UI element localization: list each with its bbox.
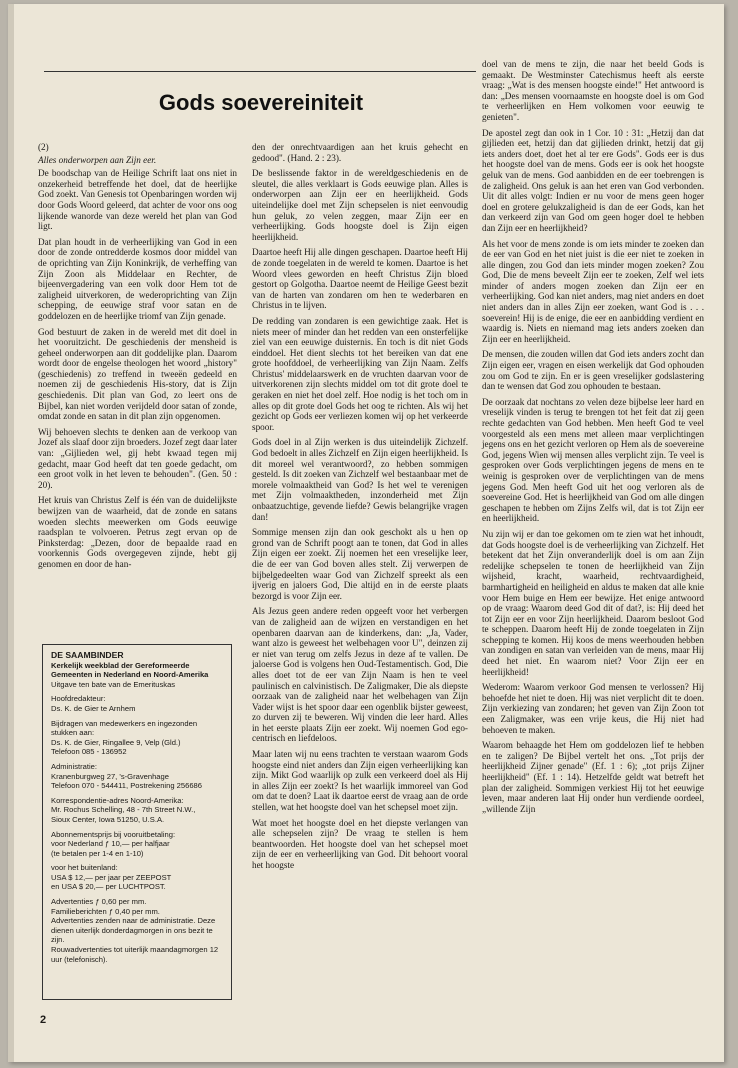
newspaper-page xyxy=(8,4,724,1062)
ads-price: Advertenties ƒ 0,60 per mm. xyxy=(51,897,147,907)
paragraph: De redding van zondaren is een gewichtige zaak. Het is niets meer of minder dan het redden van een onsterfelijke ziel van een eeuwige duisternis. En toch is dit niet Gods einddoel. Het dient slechts tot het bereiken van dat ene grote hoofddoel, de verheerlijking van Zijn Naam. Zelfs Christus' middelaarswerk en de vruchten daarvan voor de uitverkorenen zijn slechts middel om tot dit grote doel te geraken en niet het doel zelf. Hoe nodig is het toch om in alles op dit grote doel Gods het oog te richten. Als wij het gezicht op Gods eer verliezen komen wij op het verkeerde spoor. xyxy=(252,315,468,432)
paragraph: Het kruis van Christus Zelf is één van de duidelijkste bewijzen van de waarheid, dat de zonde en satans woeden slechts meewerken om Gods eeuwige raadsplan te volvoeren. Petrus zegt ervan op de Pinksterdag: „Dezen, door de bepaalde raad en voorkennis Gods overgegeven zijnde, hebt gij genomen en door de han- xyxy=(38,495,237,569)
column-2 xyxy=(252,142,468,876)
subscription-nl: voor Nederland ƒ 10,— per halfjaar xyxy=(51,839,170,849)
paragraph: Dat plan houdt in de verheerlijking van God in een door de zonde ontredderde kosmos door middel van de oprichting van Zijn Koninkrijk, de verheffing van Zijn Zoon als Middelaar en Rechter, de bijeenvergadering van een volk door Hem tot de zaligheid uitverkoren, de wederoprichting van Zijn schepping, de eeuwige straf voor satan en de goddelozen en de heerlijke triomf van Zijn genade. xyxy=(38,236,237,321)
colophon-tagline: Kerkelijk weekblad der Gereformeerde Gemeenten in Nederland en Noord-Amerika xyxy=(51,660,209,680)
paragraph: Wederom: Waarom verkoor God mensen te verlossen? Hij behoefde het niet te doen. Hij was niet verplicht dit te doen. Zijn verkiezing van zondaren; het geven van Zijn Zoon tot een Zaligmaker, was een vrije keus, die Hij niet had behoeven te maken. xyxy=(482,682,704,735)
section-subtitle: Alles onderworpen aan Zijn eer. xyxy=(38,154,157,165)
paragraph: Gods doel in al Zijn werken is dus uiteindelijk Zichzelf. God bedoelt in alles Zichzelf en Zijn eigen heerlijkheid. Is dit moreel wel verantwoord?, zo hebben sommigen gesteld. Is dit zoeken van Zichzelf wel bestaanbaar met de morele volmaaktheid van God? Is het wel te verenigen met Zijn volmaaktheden, inzonderheid met Zijn onbaatzuchtige, gevende liefde? Gewis belangrijke vragen dan! xyxy=(252,437,468,522)
page-number: 2 xyxy=(40,1014,47,1026)
paragraph: doel van de mens te zijn, die naar het beeld Gods is gemaakt. De Westminster Catechismus heeft als eerste vraag: „Wat is des mensen hoogste einde!" Het antwoord is dan: „Des mensen voornaamste en hoogste doel is om God te verheerlijken en Hem volkomen voor eeuwig te genieten". xyxy=(482,59,704,122)
subscription-usa-sea: USA $ 12,— per jaar per ZEEPOST xyxy=(51,872,172,882)
contrib-address: Ds. K. de Gier, Ringallee 9, Velp (Gld.) xyxy=(51,737,181,747)
colophon-name: DE SAAMBINDER xyxy=(51,650,124,660)
paragraph: God bestuurt de zaken in de wereld met dit doel in het vooruitzicht. De geschiedenis der mensheid is geheel onderworpen aan dit goddelijke plan. Daarom wordt door de engelse theologen het woord „history" (geschiedenis) zo treffend in tweeën gedeeld en noemen zij de geschiedenis His-story, dat is Zijn geschiedenis. Dit plan van God, zo leert ons de Bijbel, kan niet worden verijdeld door satan of zonde, omdat zonde en satan in dit plan zijn opgenomen. xyxy=(38,326,237,422)
paragraph: Waarom behaagde het Hem om goddelozen lief te hebben en te zaligen? De Bijbel vertelt het ons. „Tot prijs der heerlijkheid Zijner genade" (Ef. 1 : 6); „tot prijs Zijner heerlijkheid" (Ef. 1 : 14). Hetzelfde geldt wat betreft het plan der zaligheid. Sommigen verkiest Hij tot het eeuwige leven, maar anderen laat Hij onder hun verdiende oordeel, „willende Zijn xyxy=(482,740,704,814)
na-label: Korrespondentie-adres Noord-Amerika: xyxy=(51,795,184,805)
admin-address: Kranenburgweg 27, 's-Gravenhage xyxy=(51,771,169,781)
paragraph: Nu zijn wij er dan toe gekomen om te zien wat het inhoudt, dat Gods hoogste doel is de verheerlijking van Zichzelf. Het betekent dat het Zijn onveranderlijk doel is om aan Zijn redelijke schepselen te tonen de heerlijkheid van Zijn wijsheid, kracht, waarheid, rechtvaardigheid, barmhartigheid en heiligheid en aldus te maken dat alle knie voor Hem buige en Hem eer bewijze. Het enige antwoord op de vraag: Waarom deed God dit of dat?, is: Hij deed het tot Zijn eer en voor Zijn heerlijkheid. Daarom besloot God te scheppen. Daarom heeft Hij de zonde toegelaten in Zijn schepping te komen. Hij koos de mens weerhouden hebben van zondigen en satan van verleiden van de mens, maar Hij deed het niet. En waarom niet? Voor Zijn eer en heerlijkheid! xyxy=(482,528,704,677)
colophon-box xyxy=(42,644,232,1000)
editor: Ds. K. de Gier te Arnhem xyxy=(51,703,136,713)
admin-phone: Telefoon 070 - 544411, Postrekening 256686 xyxy=(51,781,203,791)
family-price: Familieberichten ƒ 0,40 per mm. xyxy=(51,906,160,916)
editor-label: Hoofdredakteur: xyxy=(51,694,106,704)
subscription-label: Abonnementsprijs bij vooruitbetaling: xyxy=(51,829,176,839)
column-1 xyxy=(38,142,237,575)
article-title: Gods soevereiniteit xyxy=(158,90,364,115)
admin-label: Administratie: xyxy=(51,761,98,771)
na-address-1: Mr. Rochus Schelling, 48 - 7th Street N.W., xyxy=(51,805,196,815)
title-rule xyxy=(44,71,476,72)
paragraph: De mensen, die zouden willen dat God iets anders zocht dan Zijn eigen eer, vragen en eisen werkelijk dat God ophouden zou om God te zijn. En er is geen vreselijker godslastering dan te wensen dat God zou ophouden te bestaan. xyxy=(482,349,704,392)
paragraph: De boodschap van de Heilige Schrift laat ons niet in onzekerheid betreffende het doel, dat de heerlijke God zoekt. Van Genesis tot Openbaringen worden wij door Gods Woord geleerd, dat achter de voor ons oog lijkende wanorde van deze wereld het plan van God ligt. xyxy=(38,168,237,232)
paragraph: Wat moet het hoogste doel en het diepste verlangen van alle schepselen zijn? De vraag te stellen is hem beantwoorden. Het hoogste doel van het schepsel moet zijn de eer en verheerlijking van God. Dit behoort vooral het hoogste xyxy=(252,817,468,870)
section-number: (2) xyxy=(38,142,49,152)
paragraph: Maar laten wij nu eens trachten te verstaan waarom Gods hoogste eind niet anders dan Zijn eigen verheerlijking kan zijn. Mikt God waarlijk op zulk een verkeerd doel als Hij in alles Zijn eer zoekt? Is het waarlijk immoreel van God om dat te doen? Laat ik daartoe eerst de vraag aan de orde stellen, wat het hoogste doel van het schepsel moet zijn. xyxy=(252,749,468,813)
subscription-nl-terms: (te betalen per 1-4 en 1-10) xyxy=(51,848,144,858)
contrib-phone: Telefoon 085 - 136952 xyxy=(51,747,127,757)
mourning-deadline: Rouwadvertenties tot uiterlijk maandagmorgen 12 uur (telefonisch). xyxy=(51,945,219,964)
page-edge xyxy=(8,4,14,1062)
paragraph: Daartoe heeft Hij alle dingen geschapen. Daartoe heeft Hij de zonde toegelaten in de wereld te komen. Daartoe is het Woord vlees geworden en heeft Christus Zijn bloed gestort op Golgotha. Daartoe neemt de Heilige Geest bezit van de harten van zondaren om hen te wederbaren en Christus in te lijven. xyxy=(252,247,468,311)
na-address-2: Sioux Center, Iowa 51250, U.S.A. xyxy=(51,814,165,824)
paragraph: Als het voor de mens zonde is om iets minder te zoeken dan de eer van God en het niet juist is die eer niet te zoeken in alle dingen, zou God dan iets minder mogen zoeken? Zou God, Die de mens beveelt Zijn eer te zoeken, Zelf wel iets minder of anders mogen zoeken dan Zijn eer en verheerlijking. God kan niet anders, mag niet anders en doet niet anders dan in alles Zijn eer zoeken, want God is . . . soeverein! Hij is de enige, die eer en aanbidding verdient en waardig is. Niets en niemand mag iets anders zoeken dan Zijn eer en heerlijkheid. xyxy=(482,238,704,344)
paragraph: De beslissende faktor in de wereldgeschiedenis en de sleutel, die alles verklaart is Gods eeuwige plan. Alles is onderworpen aan Zijn eer en heerlijkheid. Gods uiteindelijke doel met Zijn schepselen is niet eenvoudig hun geluk, zo velen zeggen, maar Zijn eer en verheerlijking. Gods hoogste doel is Zijn eigen heerlijkheid. xyxy=(252,168,468,242)
colophon-publisher: Uitgave ten bate van de Emerituskas xyxy=(51,679,176,689)
column-3 xyxy=(482,59,704,819)
paragraph: den der onrechtvaardigen aan het kruis gehecht en gedood". (Hand. 2 : 23). xyxy=(252,142,468,163)
paragraph: De apostel zegt dan ook in 1 Cor. 10 : 31: „Hetzij dan dat gijlieden eet, hetzij dan dat gijlieden drinkt, hetzij dat gij iets anders doet, doet het al ter ere Gods". Gods eer is dus het hoogste doel van de mens. Gods eer is ook het hoogste geluk van de mens. God aanbidden en de eer toebrengen is de zaligheid. Ons geluk is aan het eren van God verbonden. Uit dit alles volgt: Indien er nu voor de mens geen hoger doel en grotere gelukzaligheid is dan de eer Gods, kan het dan verkeerd zijn van God om geen hoger doel te hebben dan Zijn eer en heerlijkheid? xyxy=(482,127,704,233)
subscription-abroad: voor het buitenland: xyxy=(51,863,118,873)
paragraph: Als Jezus geen andere reden opgeeft voor het verbergen van de zaligheid aan de wijzen en verstandigen en het openbaren daarvan aan de kinderkens, dan: „Ja, Vader, want alzo is geweest het welbehagen voor U", deinzen zij er niet van terug om zelfs Jezus in deze af te vallen. De jaloerse God is volgens hen Oud-Testamentisch. God, Die alles doet tot de eer van Zijn Naam is hen te veel paulinisch en calvinistisch. De Zaligmaker, Die als diepste oorzaak van de zaligheid naar het welbehagen van Zijn Vader wijst is het spoor daar een ogenblik bijster geweest, zo durven zij te beweren. Wij vinden die leer hard. Alles in het eerste plaats Zijn eer zoekt. Wij noemen God ego-centrisch en liefdeloos. xyxy=(252,606,468,744)
paragraph: De oorzaak dat nochtans zo velen deze bijbelse leer hard en vreselijk vinden is terug te brengen tot het feit dat zij geen rechte gedachten van God hebben. Men heeft God te veel voorgesteld als een mens met alleen maar verplichtingen jegens ons en het gezicht verloren op Hem als de soevereine God, jegens Wien wij mensen alles verplicht zijn. Te veel is gesproken over Gods verplichtingen jegens de mens en te weinig is gesproken over de verplichtingen van de mens jegens God. Men heeft God uit het oog verloren als de soevereine God. Het is heerlijkheid van God om alle dingen geschapen te hebben om Zijns Zelfs wil, dat is tot Zijn eer en heerlijkheid. xyxy=(482,396,704,524)
subscription-usa-air: en USA $ 20,— per LUCHTPOST. xyxy=(51,882,166,892)
contrib-label: Bijdragen van medewerkers en ingezonden stukken aan: xyxy=(51,718,198,738)
paragraph: Wij behoeven slechts te denken aan de verkoop van Jozef als slaaf door zijn broeders. Jozef zegt daar later van: „Gijlieden wel, gij hebt kwaad tegen mij gedacht, maar God heeft dat ten goede gedacht, om een groot volk in het leven te behouden". (Gen. 50 : 20). xyxy=(38,426,237,490)
paragraph: Sommige mensen zijn dan ook geschokt als u hen op grond van de Schrift poogt aan te tonen, dat God in alles Zijn eigen eer zoekt. Zij noemen het een vreselijke leer, die de eer van God boven alles stelt. Zij verwerpen de bijbelgedeelten waar God van Zichzelf spreekt als een ijverig en jaloers God, Die altijd en in de eerste plaats bezorgd is voor Zijn eer. xyxy=(252,527,468,601)
ads-deadline: Advertenties zenden naar de administratie. Deze dienen uiterlijk donderdagmorgen in ons bezit te zijn. xyxy=(51,916,216,945)
